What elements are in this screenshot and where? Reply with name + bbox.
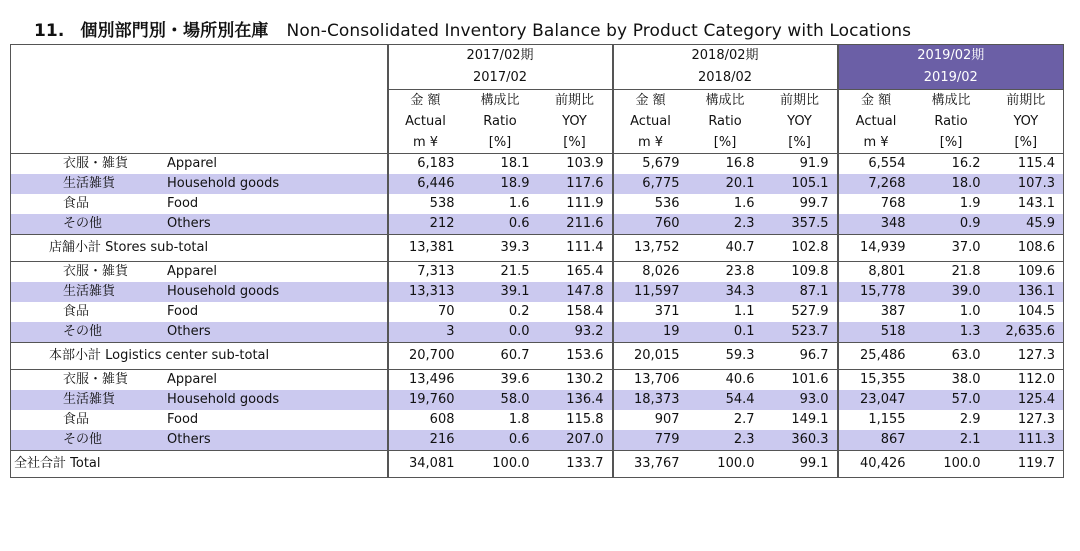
col-header-ratio-en: Ratio: [708, 114, 742, 129]
col-header-yoy-jp: 前期比: [989, 90, 1064, 112]
table-cell: 149.1: [791, 412, 829, 427]
subtotal-cell: 100.0: [688, 451, 763, 478]
row-label: [11, 194, 388, 214]
table-cell: 158.4: [566, 304, 604, 319]
col-header-ratio-en: Ratio: [483, 114, 517, 129]
table-cell: 21.8: [914, 262, 989, 283]
col-header-ratio-unit: [%]: [713, 135, 737, 150]
col-header-yoy-jp: 前期比: [538, 90, 613, 112]
subtotal-cell: 33,767: [613, 451, 688, 478]
subtotal-cell: 37.0: [914, 235, 989, 262]
table-cell: 1,155: [838, 410, 914, 430]
subtotal-label: 全社合計 Total: [11, 451, 388, 478]
table-cell: 143.1: [989, 194, 1064, 214]
col-header-ratio-jp: 構成比: [463, 90, 538, 112]
table-cell: 15,355: [838, 370, 914, 391]
table-cell: 538: [388, 194, 463, 214]
table-cell: 19,760: [388, 390, 463, 410]
table-cell: 371: [613, 302, 688, 322]
table-cell: 2.7: [733, 412, 755, 427]
subtotal-cell: 127.3: [989, 343, 1064, 370]
total-row: [11, 451, 1064, 478]
table-row: [11, 262, 1064, 283]
table-row: [11, 154, 1064, 175]
subtotal-cell: 40,426: [838, 451, 914, 478]
subtotal-cell: 14,939: [838, 235, 914, 262]
table-cell: 0.9: [914, 214, 989, 235]
table-row: [11, 430, 1064, 451]
subtotal-cell: 133.7: [538, 451, 613, 478]
table-cell: 117.6: [538, 174, 613, 194]
subtotal-cell: 25,486: [838, 343, 914, 370]
table-cell: 11,597: [613, 282, 688, 302]
table-cell: 125.4: [989, 390, 1064, 410]
table-cell: 54.4: [688, 390, 763, 410]
table-cell: 18.0: [914, 174, 989, 194]
table-cell: 130.2: [538, 370, 613, 391]
table-cell: 0.0: [463, 322, 538, 343]
period-2017-jp: 2017/02期: [388, 45, 613, 68]
title-number: 11.: [34, 21, 65, 41]
row-label: [11, 214, 388, 235]
subtotal-cell: 99.1: [763, 451, 838, 478]
table-cell: 87.1: [763, 282, 838, 302]
table-cell: 115.4: [989, 154, 1064, 175]
table-row: [11, 302, 1064, 322]
table-cell: 39.6: [463, 370, 538, 391]
title-en: Non-Consolidated Inventory Balance by Product Category with Locations: [286, 21, 912, 41]
table-cell: 93.2: [538, 322, 613, 343]
table-cell: 867: [838, 430, 914, 451]
table-cell: 907: [613, 410, 688, 430]
table-cell: 136.1: [989, 282, 1064, 302]
table-cell: 58.0: [463, 390, 538, 410]
table-cell: 101.6: [763, 370, 838, 391]
table-cell: 91.9: [763, 154, 838, 175]
table-cell: 111.3: [989, 430, 1064, 451]
table-cell: 6,446: [388, 174, 463, 194]
subtotal-cell: 20,015: [613, 343, 688, 370]
table-cell: 127.3: [989, 410, 1064, 430]
col-header-yoy-unit: [%]: [989, 132, 1064, 154]
table-cell: 99.7: [799, 196, 829, 211]
category-jp: 衣服・雑貨: [63, 372, 129, 387]
col-header-ratio-jp: 構成比: [914, 90, 989, 112]
subtotal-cell: 40.7: [688, 235, 763, 262]
table-cell: 523.7: [763, 322, 838, 343]
row-label: [11, 430, 388, 451]
subtotal-cell: 20,700: [388, 343, 463, 370]
table-cell: 23.8: [688, 262, 763, 283]
table-cell: 20.1: [688, 174, 763, 194]
category-jp: 生活雑貨: [63, 284, 116, 299]
table-cell: 15,778: [838, 282, 914, 302]
table-cell: 39.0: [914, 282, 989, 302]
subtotal-label: 店舗小計 Stores sub-total: [11, 235, 388, 262]
table-cell: 136.4: [538, 390, 613, 410]
table-cell: 760: [613, 214, 688, 235]
col-header-yoy-en: YOY: [787, 114, 812, 129]
subtotal-row-stores: [11, 235, 1064, 262]
table-cell: 13,496: [388, 370, 463, 391]
title-jp: 個別部門別・場所別在庫: [80, 21, 269, 41]
table-cell: 103.9: [538, 154, 613, 175]
table-cell: 6,554: [838, 154, 914, 175]
table-cell: 357.5: [763, 214, 838, 235]
category-en: Others: [167, 216, 211, 231]
category-en: Apparel: [167, 156, 218, 171]
row-label: [11, 154, 388, 175]
table-cell: 16.8: [688, 154, 763, 175]
table-cell: 2.3: [688, 214, 763, 235]
table-cell: 207.0: [538, 430, 613, 451]
table-cell: 6,183: [388, 154, 463, 175]
table-cell: 165.4: [538, 262, 613, 283]
subtotal-cell: 13,752: [613, 235, 688, 262]
col-header-actual-jp: 金 額: [388, 90, 463, 112]
table-cell: 211.6: [538, 214, 613, 235]
col-header-yoy-jp: 前期比: [763, 90, 838, 112]
table-cell: 1.1: [733, 304, 755, 319]
col-header-actual-en: Actual: [613, 111, 688, 132]
table-cell: 109.6: [989, 262, 1064, 283]
table-row: [11, 174, 1064, 194]
category-en: Others: [167, 324, 211, 339]
category-en: Food: [167, 412, 199, 427]
row-label: [11, 302, 388, 322]
table-cell: 768: [838, 194, 914, 214]
table-cell: 1.8: [508, 412, 530, 427]
table-cell: 7,268: [838, 174, 914, 194]
subtotal-cell: 119.7: [989, 451, 1064, 478]
table-cell: 18.9: [463, 174, 538, 194]
table-cell: 104.5: [989, 302, 1064, 322]
row-label: [11, 174, 388, 194]
category-en: Food: [167, 196, 199, 211]
table-cell: 1.0: [959, 304, 981, 319]
col-header-actual-jp: 金 額: [838, 90, 914, 112]
table-cell: 18.1: [463, 154, 538, 175]
col-header-ratio-en: Ratio: [934, 114, 968, 129]
table-cell: 45.9: [989, 214, 1064, 235]
subtotal-cell: 100.0: [463, 451, 538, 478]
table-cell: 115.8: [566, 412, 604, 427]
col-header-actual-unit: m ¥: [838, 132, 914, 154]
category-en: Apparel: [167, 264, 218, 279]
subtotal-cell: 100.0: [914, 451, 989, 478]
category-en: Apparel: [167, 372, 218, 387]
table-cell: 2,635.6: [989, 322, 1064, 343]
subtotal-cell: 111.4: [538, 235, 613, 262]
table-cell: 1.6: [508, 196, 530, 211]
table-cell: 779: [613, 430, 688, 451]
row-label: [11, 410, 388, 430]
table-cell: 34.3: [688, 282, 763, 302]
table-cell: 147.8: [538, 282, 613, 302]
table-cell: 8,026: [613, 262, 688, 283]
table-cell: 39.1: [463, 282, 538, 302]
subtotal-cell: 108.6: [989, 235, 1064, 262]
table-cell: 2.9: [959, 412, 981, 427]
table-cell: 112.0: [989, 370, 1064, 391]
period-2018-en: 2018/02: [613, 67, 838, 90]
col-header-actual-jp: 金 額: [613, 90, 688, 112]
table-cell: 23,047: [838, 390, 914, 410]
period-2019-en: 2019/02: [838, 67, 1064, 90]
table-row: [11, 282, 1064, 302]
page-title: [34, 16, 911, 42]
subtotal-cell: 63.0: [914, 343, 989, 370]
table-cell: 2.3: [688, 430, 763, 451]
category-en: Household goods: [167, 176, 280, 191]
category-jp: その他: [63, 216, 103, 231]
col-header-actual-unit: m ¥: [613, 132, 688, 154]
category-en: Household goods: [167, 284, 280, 299]
row-label: [11, 322, 388, 343]
table-cell: 387: [838, 302, 914, 322]
table-cell: 527.9: [791, 304, 829, 319]
table-cell: 3: [388, 322, 463, 343]
table-cell: 2.1: [914, 430, 989, 451]
subtotal-cell: 153.6: [538, 343, 613, 370]
subtotal-cell: 34,081: [388, 451, 463, 478]
table-cell: 13,706: [613, 370, 688, 391]
table-cell: 38.0: [914, 370, 989, 391]
inventory-table: [10, 44, 1064, 478]
table-cell: 16.2: [914, 154, 989, 175]
table-cell: 13,313: [388, 282, 463, 302]
category-jp: 生活雑貨: [63, 392, 116, 407]
category-jp: その他: [63, 432, 103, 447]
col-header-yoy-unit: [%]: [563, 135, 586, 150]
table-cell: 1.3: [914, 322, 989, 343]
table-cell: 5,679: [613, 154, 688, 175]
table-cell: 7,313: [388, 262, 463, 283]
table-cell: 0.1: [688, 322, 763, 343]
col-header-ratio-unit: [%]: [488, 135, 512, 150]
col-header-actual-unit: m ¥: [388, 132, 463, 154]
col-header-ratio-unit: [%]: [939, 135, 963, 150]
row-label: [11, 370, 388, 391]
table-row: [11, 410, 1064, 430]
subtotal-cell: 13,381: [388, 235, 463, 262]
category-jp: 食品: [63, 196, 90, 211]
category-en: Household goods: [167, 392, 280, 407]
header-blank: [11, 45, 388, 154]
table-cell: 40.6: [688, 370, 763, 391]
table-row: [11, 322, 1064, 343]
table-row: [11, 390, 1064, 410]
table-cell: 1.6: [733, 196, 755, 211]
table-cell: 348: [838, 214, 914, 235]
table-cell: 536: [613, 194, 688, 214]
table-cell: 19: [613, 322, 688, 343]
table-cell: 608: [388, 410, 463, 430]
category-jp: 衣服・雑貨: [63, 156, 129, 171]
category-jp: 生活雑貨: [63, 176, 116, 191]
col-header-actual-en: Actual: [838, 111, 914, 132]
table-cell: 216: [388, 430, 463, 451]
col-header-yoy-en: YOY: [989, 111, 1064, 132]
row-label: [11, 390, 388, 410]
col-header-yoy-en: YOY: [562, 114, 587, 129]
category-en: Food: [167, 304, 199, 319]
table-cell: 0.6: [463, 214, 538, 235]
table-cell: 518: [838, 322, 914, 343]
subtotal-cell: 39.3: [463, 235, 538, 262]
subtotal-label: 本部小計 Logistics center sub-total: [11, 343, 388, 370]
table-cell: 21.5: [463, 262, 538, 283]
category-jp: その他: [63, 324, 103, 339]
period-2017-en: 2017/02: [388, 67, 613, 90]
table-row: [11, 214, 1064, 235]
category-jp: 食品: [63, 304, 90, 319]
table-cell: 18,373: [613, 390, 688, 410]
period-2019-jp: 2019/02期: [838, 45, 1064, 68]
table-cell: 6,775: [613, 174, 688, 194]
table-cell: 93.0: [763, 390, 838, 410]
col-header-yoy-unit: [%]: [788, 135, 811, 150]
category-jp: 食品: [63, 412, 90, 427]
subtotal-cell: 60.7: [463, 343, 538, 370]
table-cell: 109.8: [763, 262, 838, 283]
table-cell: 360.3: [763, 430, 838, 451]
table-cell: 107.3: [989, 174, 1064, 194]
table-cell: 212: [388, 214, 463, 235]
category-jp: 衣服・雑貨: [63, 264, 129, 279]
period-2018-jp: 2018/02期: [613, 45, 838, 68]
table-row: [11, 370, 1064, 391]
col-header-ratio-jp: 構成比: [688, 90, 763, 112]
table-cell: 111.9: [566, 196, 604, 211]
category-en: Others: [167, 432, 211, 447]
table-row: [11, 194, 1064, 214]
table-cell: 105.1: [763, 174, 838, 194]
table-cell: 1.9: [959, 196, 981, 211]
row-label: [11, 262, 388, 283]
subtotal-cell: 59.3: [688, 343, 763, 370]
subtotal-cell: 96.7: [763, 343, 838, 370]
table-cell: 0.6: [463, 430, 538, 451]
row-label: [11, 282, 388, 302]
subtotal-cell: 102.8: [763, 235, 838, 262]
table-cell: 0.2: [508, 304, 530, 319]
subtotal-row-logistics: [11, 343, 1064, 370]
col-header-actual-en: Actual: [388, 111, 463, 132]
table-cell: 70: [388, 302, 463, 322]
table-cell: 8,801: [838, 262, 914, 283]
table-cell: 57.0: [914, 390, 989, 410]
